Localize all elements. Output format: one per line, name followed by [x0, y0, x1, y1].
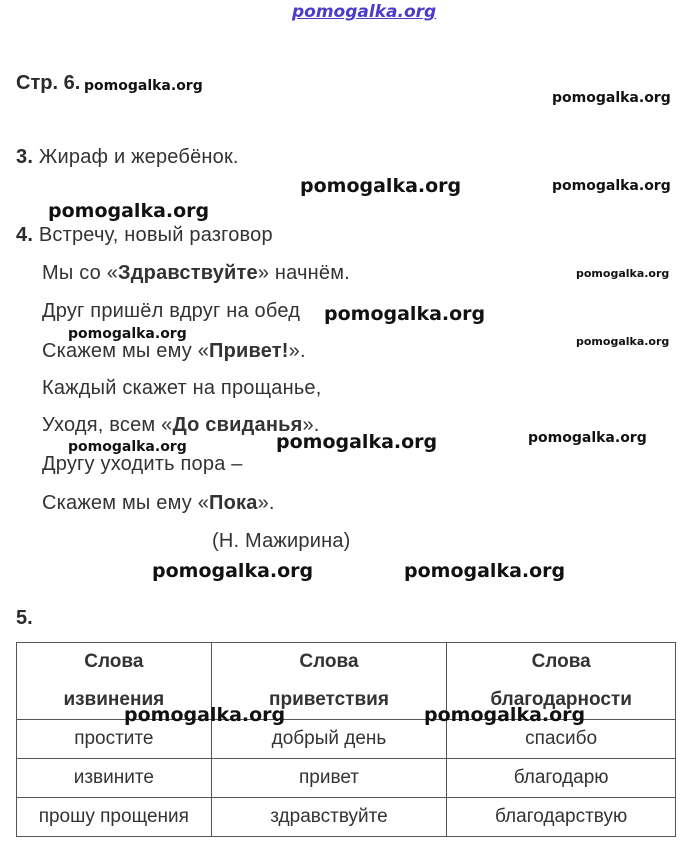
- task-4-number: 4.: [16, 224, 34, 246]
- watermark-top: pomogalka.org: [292, 2, 437, 22]
- poem-bold-word: Здравствуйте: [118, 262, 258, 284]
- poem-line-8: [42, 492, 275, 515]
- poem-text: ».: [288, 340, 306, 362]
- poem-bold-word: До свиданья: [172, 414, 303, 436]
- words-table: [16, 642, 676, 837]
- watermark: pomogalka.org: [324, 303, 486, 325]
- poem-author: (Н. Мажирина): [212, 530, 351, 552]
- header-apology: Слова извинения: [17, 643, 212, 720]
- task-3: [16, 146, 239, 169]
- watermark: pomogalka.org: [68, 439, 187, 455]
- watermark: pomogalka.org: [276, 431, 438, 453]
- table-cell: благодарю: [447, 759, 676, 798]
- watermark: pomogalka.org: [152, 560, 314, 582]
- watermark: pomogalka.org: [124, 704, 286, 726]
- poem-text: Другу уходить пора –: [42, 453, 243, 475]
- watermark: pomogalka.org: [576, 335, 670, 348]
- poem-text: Друг пришёл вдруг на обед: [42, 300, 301, 322]
- poem-line-5: [42, 377, 322, 400]
- table-cell: прошу прощения: [17, 798, 212, 837]
- poem-line-4: [42, 340, 306, 363]
- watermark: pomogalka.org: [552, 90, 671, 106]
- watermark: pomogalka.org: [552, 178, 671, 194]
- table-cell: благодарствую: [447, 798, 676, 837]
- watermark: pomogalka.org: [68, 326, 187, 342]
- watermark: pomogalka.org: [576, 267, 670, 280]
- poem-text: Уходя, всем «: [42, 414, 173, 436]
- watermark: pomogalka.org: [84, 78, 203, 94]
- table-cell: спасибо: [447, 720, 676, 759]
- watermark: pomogalka.org: [300, 175, 462, 197]
- table-row: [17, 759, 676, 798]
- watermark: pomogalka.org: [48, 200, 210, 222]
- table-cell: привет: [211, 759, 447, 798]
- watermark: pomogalka.org: [528, 430, 647, 446]
- watermark: pomogalka.org: [424, 704, 586, 726]
- poem-line-7: [42, 453, 243, 476]
- poem-bold-word: Пока: [209, 492, 258, 514]
- poem-text: Мы со «: [42, 262, 119, 284]
- task-5-number: 5.: [16, 607, 33, 629]
- table-row: [17, 798, 676, 837]
- poem-text: Скажем мы ему «: [42, 492, 210, 514]
- poem-line-1: [16, 224, 273, 247]
- watermark: pomogalka.org: [404, 560, 566, 582]
- poem-line-2: [42, 262, 350, 285]
- table-cell: извините: [17, 759, 212, 798]
- table-cell: добрый день: [211, 720, 447, 759]
- poem-text: ».: [257, 492, 275, 514]
- poem-line-3: [42, 300, 300, 323]
- page-heading: Стр. 6.: [16, 72, 81, 94]
- table-cell: простите: [17, 720, 212, 759]
- table-cell: здравствуйте: [211, 798, 447, 837]
- header-gratitude: Слова благодарности: [447, 643, 676, 720]
- task-3-text: Жираф и жеребёнок.: [38, 146, 239, 168]
- poem-text: Встречу, новый разговор: [38, 224, 273, 246]
- poem-text: » начнём.: [257, 262, 350, 284]
- poem-text: Скажем мы ему «: [42, 340, 210, 362]
- task-3-number: 3.: [16, 146, 34, 168]
- poem-text: Каждый скажет на прощанье,: [42, 377, 322, 399]
- poem-bold-word: Привет!: [209, 340, 289, 362]
- poem-text: ».: [302, 414, 320, 436]
- header-greeting: Слова приветствия: [211, 643, 447, 720]
